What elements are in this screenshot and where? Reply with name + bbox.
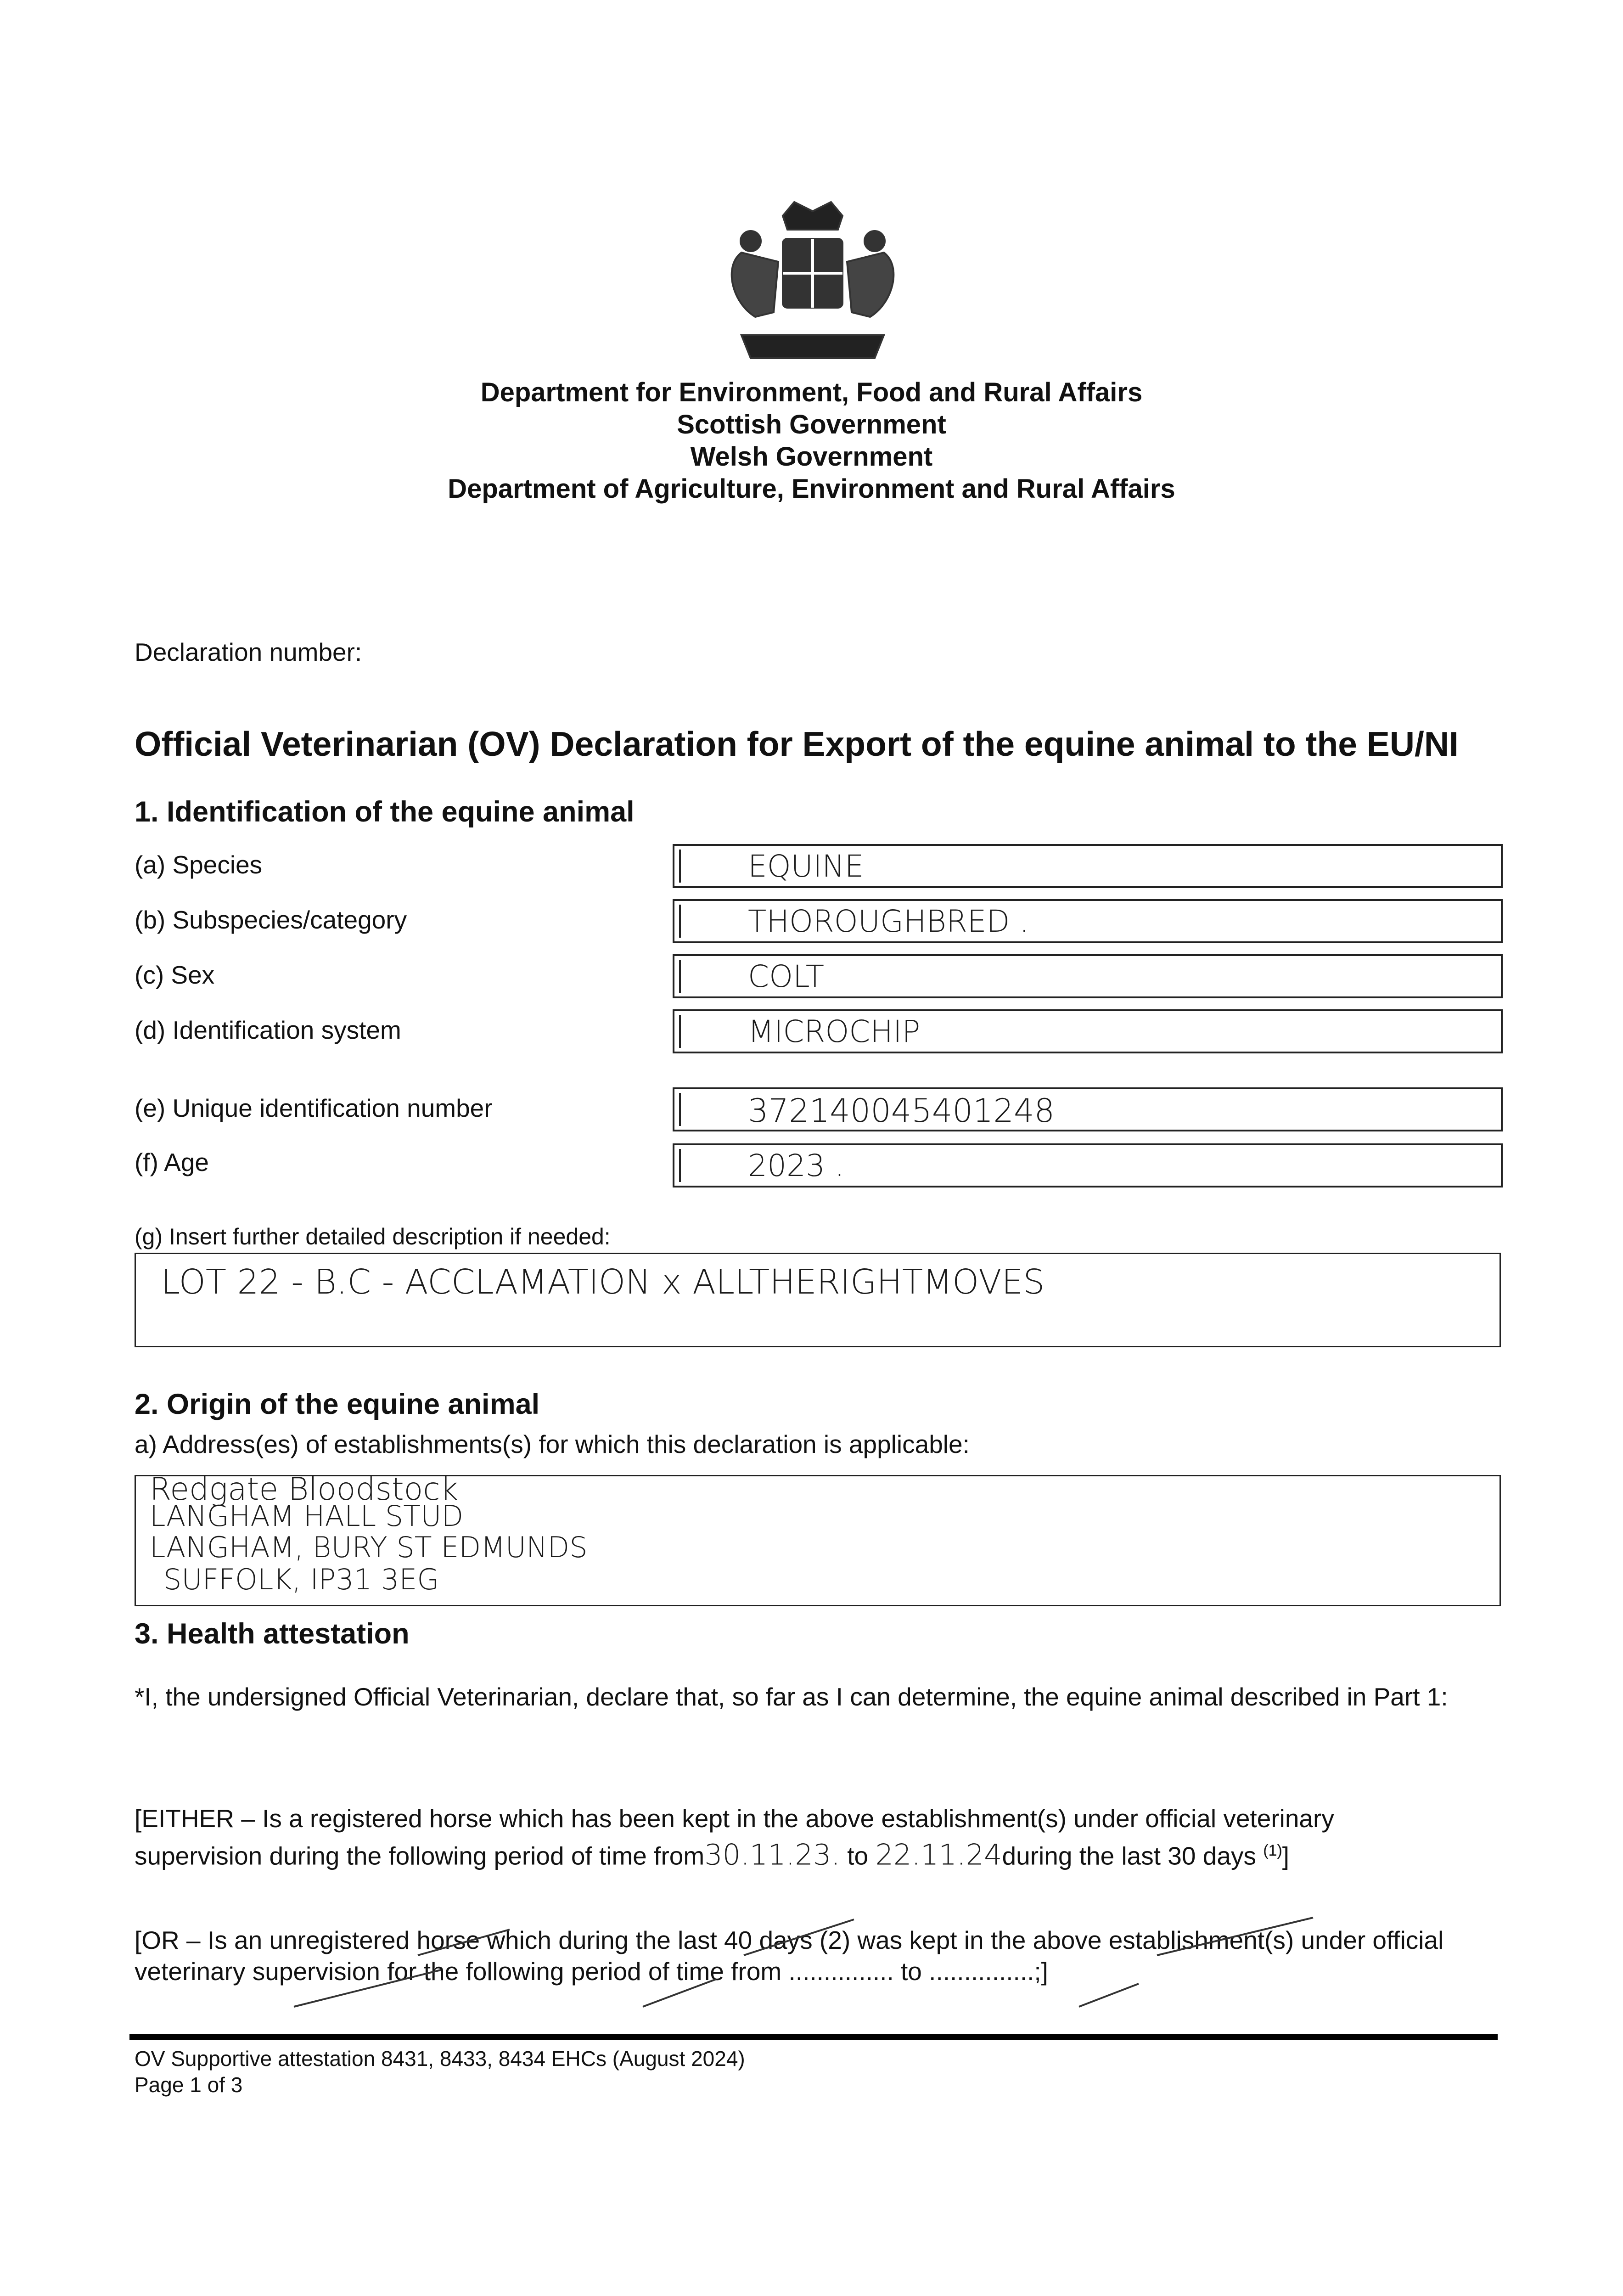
- footer-page-number: Page 1 of 3: [135, 2073, 243, 2097]
- declaration-number-label: Declaration number:: [135, 638, 362, 666]
- address-line-1: Redgate Bloodstock: [150, 1471, 459, 1508]
- sex-label: (c) Sex: [135, 961, 215, 989]
- species-label: (a) Species: [135, 850, 263, 879]
- section-3-heading: 3. Health attestation: [135, 1618, 410, 1650]
- species-field[interactable]: [673, 844, 1503, 888]
- footer-line-1: OV Supportive attestation 8431, 8433, 8434 EHCs (August 2024): [135, 2047, 745, 2071]
- subspecies-field[interactable]: [673, 899, 1503, 943]
- address-label: a) Address(es) of establishments(s) for which this declaration is applicable:: [135, 1430, 970, 1458]
- sex-value: COLT: [748, 959, 825, 994]
- royal-coat-of-arms-icon: [714, 197, 911, 372]
- or-line-1: [OR – Is an unregistered horse which during the last 40 days (2) was kept in the above establishment(s) under official: [135, 1926, 1444, 1954]
- section-1-heading: 1. Identification of the equine animal: [135, 796, 635, 828]
- identification-system-field[interactable]: [673, 1009, 1503, 1053]
- age-label: (f) Age: [135, 1148, 209, 1176]
- or-line-2: veterinary supervision for the following period of time from ............... to ...............;]: [135, 1957, 1048, 1986]
- identification-system-value: MICROCHIP: [748, 1014, 921, 1049]
- subspecies-value: THOROUGHBRED .: [748, 904, 1029, 939]
- address-line-4: SUFFOLK, IP31 3EG: [163, 1563, 439, 1596]
- section-2-heading: 2. Origin of the equine animal: [135, 1388, 540, 1420]
- department-line-1: Department for Environment, Food and Rural Affairs: [480, 377, 1143, 407]
- age-field[interactable]: [673, 1143, 1503, 1187]
- sex-field[interactable]: [673, 954, 1503, 998]
- either-to-word: to: [847, 1841, 869, 1870]
- either-line-2-suffix: during the last 30 days: [1002, 1841, 1256, 1870]
- either-to-date: 22.11.24: [875, 1838, 1002, 1872]
- either-line-2-prefix: supervision during the following period of time from: [135, 1841, 705, 1870]
- age-value: 2023 .: [748, 1148, 844, 1183]
- either-footnote: (1): [1263, 1842, 1282, 1859]
- unique-id-field[interactable]: [673, 1087, 1503, 1131]
- either-close-bracket: ]: [1282, 1841, 1290, 1870]
- department-line-2: Scottish Government: [677, 410, 946, 439]
- either-from-date: 30.11.23.: [704, 1838, 840, 1872]
- further-description-value: LOT 22 - B.C - ACCLAMATION x ALLTHERIGHTMOVES: [161, 1262, 1045, 1302]
- footer-divider: [129, 2034, 1498, 2040]
- subspecies-label: (b) Subspecies/category: [135, 906, 407, 934]
- department-line-4: Department of Agriculture, Environment and Rural Affairs: [448, 474, 1175, 504]
- further-description-label: (g) Insert further detailed description if needed:: [135, 1224, 611, 1249]
- document-title: Official Veterinarian (OV) Declaration for Export of the equine animal to the EU/NI: [135, 725, 1459, 763]
- address-line-2: LANGHAM HALL STUD: [150, 1499, 464, 1533]
- strike-through-marks: [0, 1901, 1623, 2011]
- health-attestation-intro: *I, the undersigned Official Veterinarian, declare that, so far as I can determine, the equine animal described in Part 1:: [135, 1683, 1448, 1711]
- department-line-3: Welsh Government: [690, 442, 933, 472]
- either-line-1: [EITHER – Is a registered horse which has been kept in the above establishment(s) under official veterinary: [135, 1804, 1334, 1833]
- unique-id-value: 372140045401248: [748, 1092, 1055, 1130]
- identification-system-label: (d) Identification system: [135, 1016, 401, 1044]
- species-value: EQUINE: [748, 849, 864, 884]
- unique-id-label: (e) Unique identification number: [135, 1094, 493, 1122]
- either-line-2: [135, 1835, 1289, 1872]
- address-line-3: LANGHAM, BURY ST EDMUNDS: [150, 1531, 588, 1564]
- address-field[interactable]: [135, 1471, 1501, 1606]
- further-description-field[interactable]: [135, 1253, 1501, 1347]
